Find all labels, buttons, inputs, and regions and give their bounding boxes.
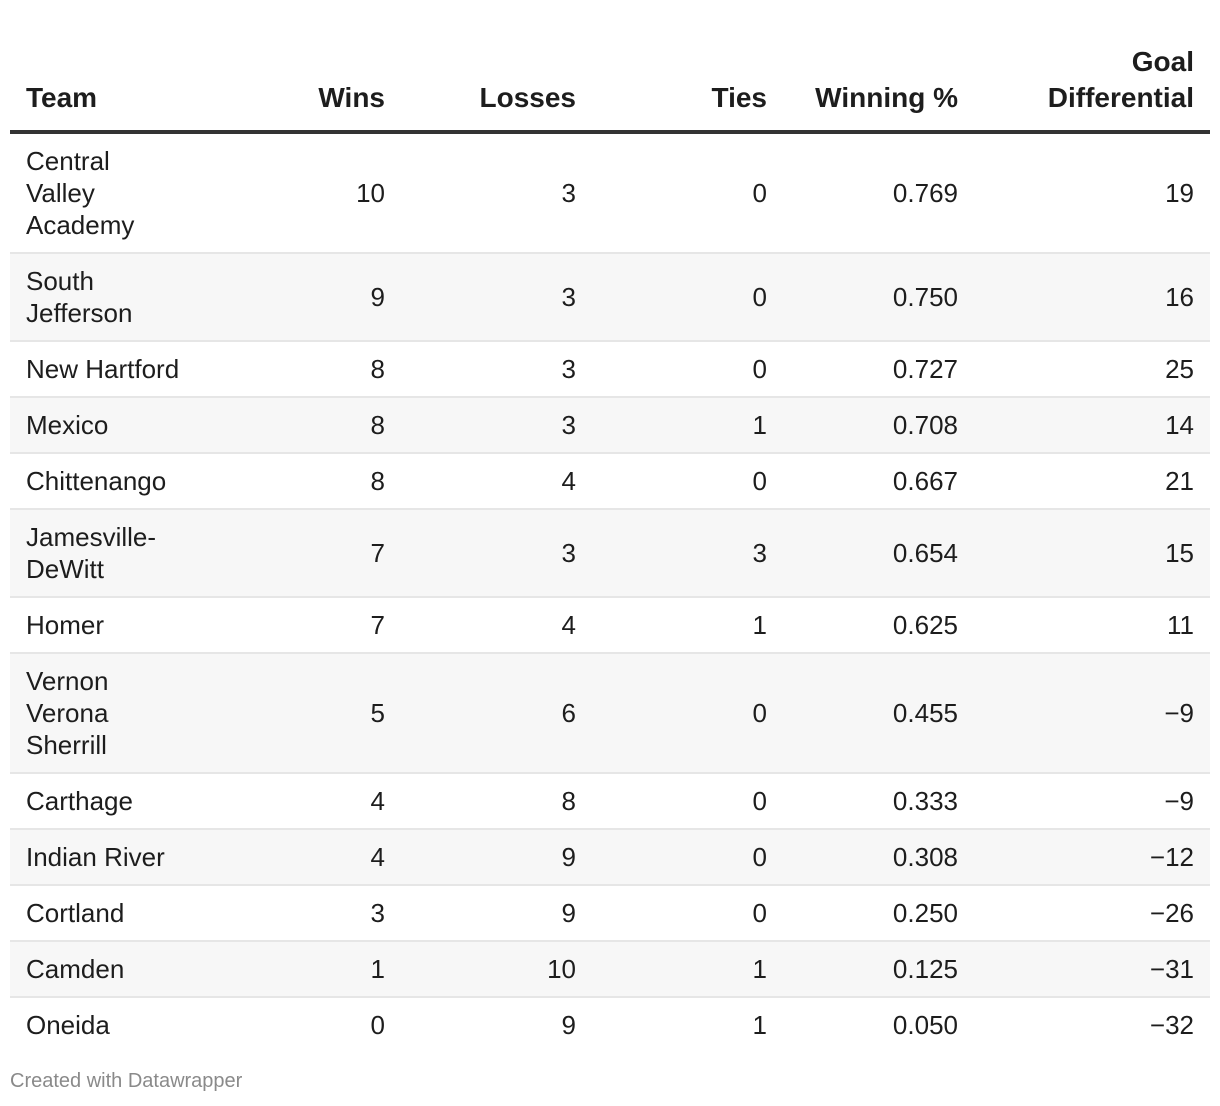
table-header	[10, 40, 1210, 132]
cell-wins: 1	[200, 941, 401, 997]
cell-team: New Hartford	[10, 341, 200, 397]
cell-team: Homer	[10, 597, 200, 653]
cell-goal-differential: −26	[974, 885, 1210, 941]
cell-wins: 8	[200, 341, 401, 397]
cell-wins: 7	[200, 597, 401, 653]
cell-team: South Jefferson	[10, 253, 200, 341]
cell-team: Indian River	[10, 829, 200, 885]
standings-table-container	[10, 40, 1210, 1052]
table-row	[10, 941, 1210, 997]
cell-losses: 9	[401, 829, 592, 885]
table-row	[10, 997, 1210, 1052]
header-wins: Wins	[200, 40, 401, 132]
cell-team: Central Valley Academy	[10, 132, 200, 253]
table-row	[10, 597, 1210, 653]
cell-goal-differential: 19	[974, 132, 1210, 253]
cell-losses: 6	[401, 653, 592, 773]
cell-ties: 1	[592, 397, 783, 453]
cell-winning-pct: 0.667	[783, 453, 974, 509]
cell-wins: 8	[200, 453, 401, 509]
cell-winning-pct: 0.050	[892, 1010, 958, 1040]
cell-losses: 10	[401, 941, 592, 997]
cell-ties: 0	[592, 253, 783, 341]
cell-ties: 1	[752, 1010, 767, 1040]
cell-goal-differential: −9	[974, 653, 1210, 773]
cell-goal-differential: −32	[1149, 1010, 1194, 1040]
cell-wins: 3	[200, 885, 401, 941]
header-winning-pct: Winning %	[783, 40, 974, 132]
cell-goal-differential: −31	[974, 941, 1210, 997]
cell-losses: 3	[401, 132, 592, 253]
cell-goal-differential: 21	[974, 453, 1210, 509]
table-row	[10, 773, 1210, 829]
cell-winning-pct: 0.727	[783, 341, 974, 397]
cell-team: Jamesville-DeWitt	[10, 509, 200, 597]
cell-ties: 1	[592, 941, 783, 997]
cell-winning-pct: 0.625	[783, 597, 974, 653]
table-row	[10, 341, 1210, 397]
cell-goal-differential: 25	[974, 341, 1210, 397]
cell-ties: 0	[592, 453, 783, 509]
cell-winning-pct: 0.333	[783, 773, 974, 829]
table-row	[10, 829, 1210, 885]
table-row	[10, 453, 1210, 509]
cell-wins: 7	[200, 509, 401, 597]
cell-wins: 4	[200, 829, 401, 885]
cell-wins: 0	[370, 1010, 385, 1040]
table-row	[10, 397, 1210, 453]
cell-team: Carthage	[10, 773, 200, 829]
datawrapper-credit: Created with Datawrapper	[10, 1070, 243, 1092]
cell-ties: 0	[592, 653, 783, 773]
cell-team: Cortland	[10, 885, 200, 941]
cell-goal-differential: 11	[974, 597, 1210, 653]
header-goal-differential: Goal Differential	[974, 40, 1210, 132]
cell-team: Oneida	[26, 1010, 110, 1040]
cell-wins: 4	[200, 773, 401, 829]
cell-goal-differential: 16	[974, 253, 1210, 341]
cell-winning-pct: 0.750	[783, 253, 974, 341]
cell-ties: 3	[592, 509, 783, 597]
cell-wins: 9	[200, 253, 401, 341]
cell-goal-differential: 15	[974, 509, 1210, 597]
cell-losses: 4	[401, 453, 592, 509]
cell-ties: 1	[592, 597, 783, 653]
cell-losses: 3	[401, 341, 592, 397]
cell-losses: 9	[401, 885, 592, 941]
cell-goal-differential: −9	[974, 773, 1210, 829]
cell-team: Vernon Verona Sherrill	[10, 653, 200, 773]
cell-winning-pct: 0.250	[783, 885, 974, 941]
header-losses: Losses	[401, 40, 592, 132]
cell-ties: 0	[592, 885, 783, 941]
cell-winning-pct: 0.708	[783, 397, 974, 453]
header-row	[10, 40, 1210, 132]
table-row	[10, 885, 1210, 941]
cell-losses: 3	[401, 397, 592, 453]
table-row	[10, 132, 1210, 253]
cell-winning-pct: 0.125	[783, 941, 974, 997]
cell-losses: 4	[401, 597, 592, 653]
table-row	[10, 253, 1210, 341]
cell-losses: 9	[561, 1010, 576, 1040]
cell-ties: 0	[592, 773, 783, 829]
cell-wins: 10	[200, 132, 401, 253]
table-row	[10, 653, 1210, 773]
cell-winning-pct: 0.308	[783, 829, 974, 885]
cell-team: Camden	[10, 941, 200, 997]
cell-ties: 0	[592, 341, 783, 397]
cell-winning-pct: 0.654	[783, 509, 974, 597]
cell-ties: 0	[592, 132, 783, 253]
cell-winning-pct: 0.455	[783, 653, 974, 773]
cell-winning-pct: 0.769	[783, 132, 974, 253]
cell-ties: 0	[592, 829, 783, 885]
cell-wins: 5	[200, 653, 401, 773]
header-team: Team	[10, 40, 200, 132]
table-body	[10, 132, 1210, 1052]
standings-table	[10, 40, 1210, 1052]
cell-team: Mexico	[10, 397, 200, 453]
cell-losses: 3	[401, 509, 592, 597]
cell-team: Chittenango	[10, 453, 200, 509]
cell-losses: 3	[401, 253, 592, 341]
cell-goal-differential: −12	[974, 829, 1210, 885]
cell-wins: 8	[200, 397, 401, 453]
cell-goal-differential: 14	[974, 397, 1210, 453]
cell-losses: 8	[401, 773, 592, 829]
table-row	[10, 509, 1210, 597]
header-ties: Ties	[592, 40, 783, 132]
